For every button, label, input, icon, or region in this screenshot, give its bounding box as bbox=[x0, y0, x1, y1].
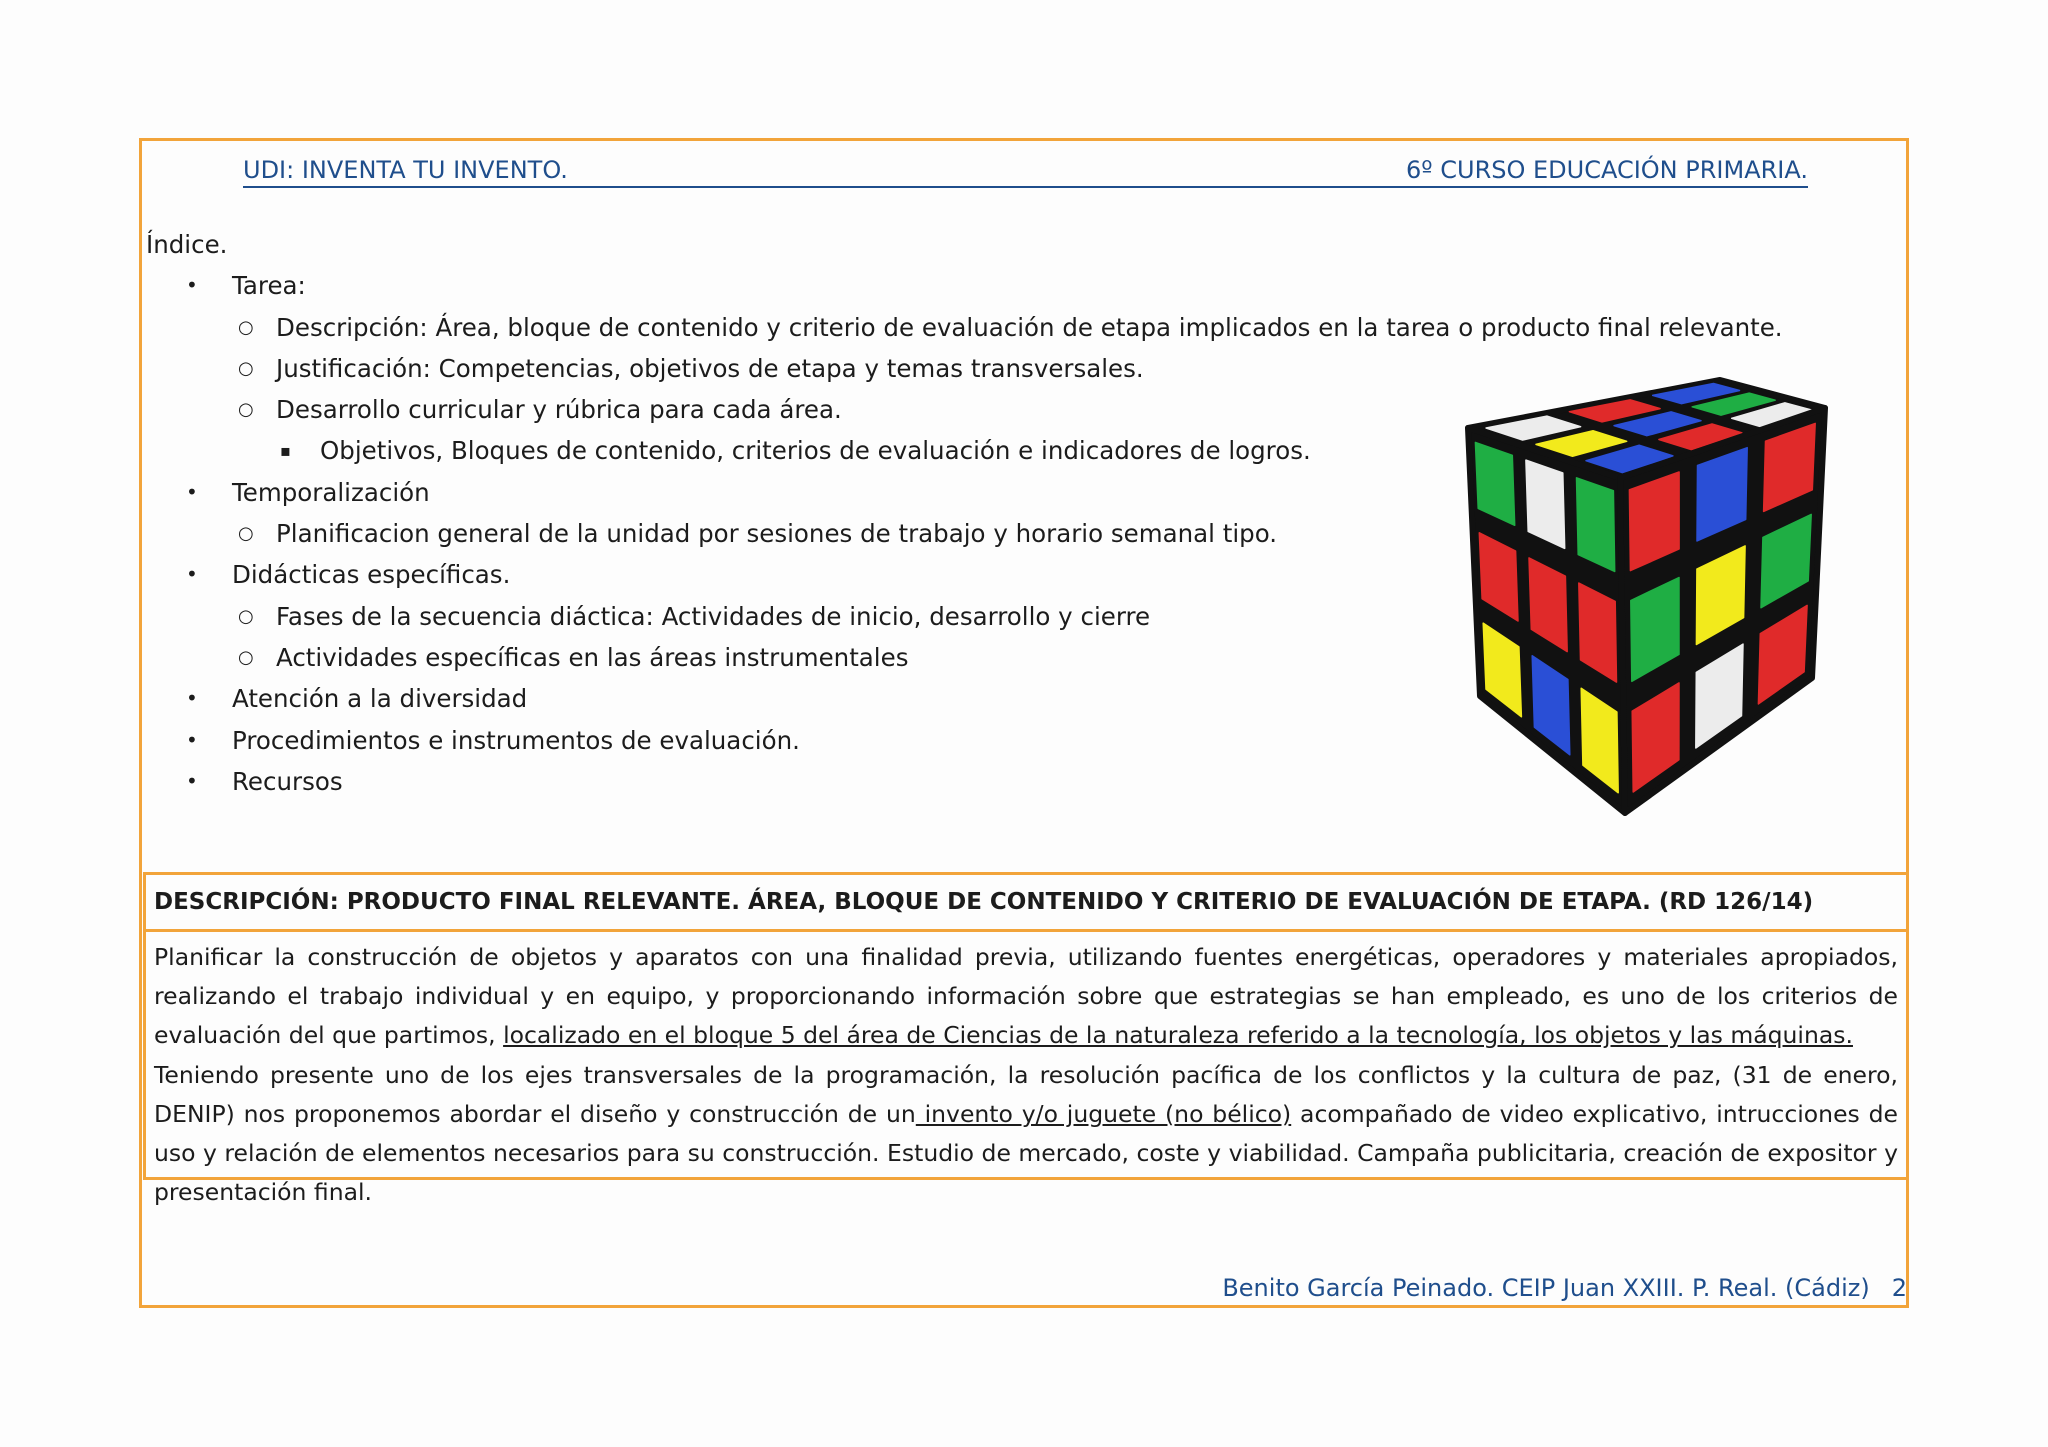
index-item-text: Procedimientos e instrumentos de evaluación. bbox=[232, 725, 800, 755]
description-box bbox=[143, 872, 1909, 1207]
bullet-icon: ○ bbox=[238, 399, 254, 421]
index-item-text: Tarea: bbox=[232, 271, 306, 301]
bullet-icon: • bbox=[186, 727, 198, 752]
bullet-icon: ○ bbox=[238, 316, 254, 338]
index-item-text: Actividades específicas en las áreas instrumentales bbox=[276, 642, 909, 672]
paragraph-2-text-a: Teniendo presente uno de los ejes transversales de la programación, la resolución pacífica de los conflictos y la cultura de paz, (31 de enero, DENIP) nos proponemos abordar el diseño y construcción de un bbox=[154, 1060, 1898, 1128]
index-item-text: Fases de la secuencia diáctica: Actividades de inicio, desarrollo y cierre bbox=[276, 601, 1151, 631]
index-item-text: Temporalización bbox=[232, 477, 430, 507]
paragraph-1-underlined: localizado en el bloque 5 del área de Ciencias de la naturaleza referido a la tecnología, los objetos y las máquinas. bbox=[503, 1021, 1853, 1050]
bullet-icon: • bbox=[186, 479, 198, 504]
index-item-text: Recursos bbox=[232, 766, 343, 796]
cube-right-face bbox=[1620, 408, 1825, 813]
page-footer bbox=[1222, 1274, 1907, 1302]
rubiks-cube-image bbox=[1460, 368, 1890, 818]
bullet-icon: ○ bbox=[238, 646, 254, 668]
index-item-text: Descripción: Área, bloque de contenido y criterio de evaluación de etapa implicados en la tarea o producto final relevante. bbox=[276, 312, 1783, 342]
paragraph-2-underlined: invento y/o juguete (no bélico) bbox=[915, 1099, 1292, 1128]
index-item-text: Desarrollo curricular y rúbrica para cada área. bbox=[276, 395, 842, 425]
index-item bbox=[146, 265, 1783, 306]
index-item-text: Planificacion general de la unidad por sesiones de trabajo y horario semanal tipo. bbox=[276, 519, 1278, 549]
index-item-text: Objetivos, Bloques de contenido, criterios de evaluación e indicadores de logros. bbox=[320, 436, 1311, 466]
index-item-text: Justificación: Competencias, objetivos de etapa y temas transversales. bbox=[276, 353, 1144, 383]
page-number: 2 bbox=[1891, 1274, 1907, 1302]
bullet-icon: ○ bbox=[238, 523, 254, 545]
paragraph-1-text: Planificar la construcción de objetos y aparatos con una finalidad previa, utilizando fuentes energéticas, operadores y materiales apropiados, realizando el trabajo individual y en equipo, y proporcionando información sobre que estrategias se han empleado, es uno de los criterios de evaluación del que partimos, bbox=[154, 943, 1898, 1050]
cube-left-face bbox=[1468, 428, 1625, 813]
bullet-icon: ○ bbox=[238, 357, 254, 379]
bullet-icon: • bbox=[186, 562, 198, 587]
header-title: UDI: INVENTA TU INVENTO. bbox=[243, 156, 568, 184]
bullet-icon: • bbox=[186, 273, 198, 298]
paragraph-2-text-b: acompañado de video explicativo, intrucciones de uso y relación de elementos necesarios para su construcción. Estudio de mercado, coste y viabilidad. Campaña publicitaria, creación de expositor y presentación final. bbox=[154, 1099, 1899, 1207]
description-paragraph-2 bbox=[154, 1056, 1898, 1213]
page-header bbox=[243, 150, 1808, 188]
footer-author: Benito García Peinado. CEIP Juan XXIII. P. Real. (Cádiz) bbox=[1222, 1274, 1870, 1302]
description-heading: DESCRIPCIÓN: PRODUCTO FINAL RELEVANTE. ÁREA, BLOQUE DE CONTENIDO Y CRITERIO DE EVALUACIÓN DE ETAPA. (RD 126/14) bbox=[146, 875, 1906, 932]
index-item-text: Atención a la diversidad bbox=[232, 684, 528, 714]
rubiks-cube-icon bbox=[1460, 368, 1890, 818]
bullet-icon: ▪ bbox=[280, 441, 291, 461]
index-item-text: Didácticas específicas. bbox=[232, 560, 511, 590]
index-item bbox=[146, 307, 1783, 348]
description-body bbox=[146, 932, 1906, 1212]
bullet-icon: • bbox=[186, 768, 198, 793]
description-paragraph-1 bbox=[154, 938, 1898, 1056]
bullet-icon: • bbox=[186, 686, 198, 711]
bullet-icon: ○ bbox=[238, 605, 254, 627]
index-title: Índice. bbox=[146, 230, 228, 259]
header-course: 6º CURSO EDUCACIÓN PRIMARIA. bbox=[1406, 156, 1808, 184]
